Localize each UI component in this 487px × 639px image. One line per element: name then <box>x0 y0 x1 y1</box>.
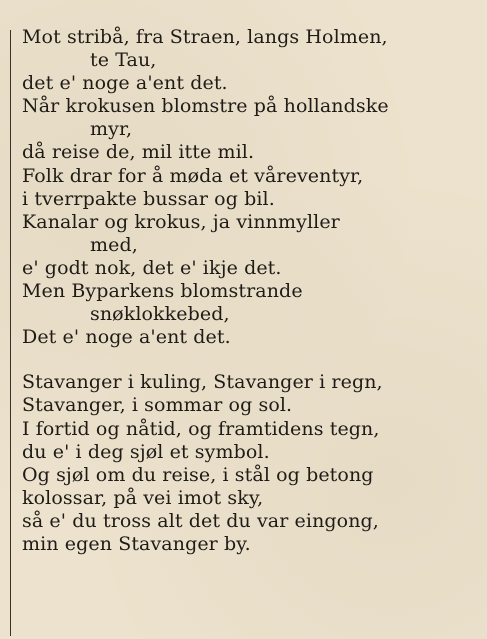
poem-line: Stavanger i kuling, Stavanger i regn, <box>22 371 383 394</box>
poem-line: Folk drar for å møda et våreventyr, <box>22 164 364 187</box>
poem-line: med, <box>90 233 138 256</box>
poem-line: kolossar, på vei imot sky, <box>22 486 264 509</box>
stanza-2 <box>22 371 487 556</box>
poem-line: myr, <box>90 118 133 141</box>
stanza-1 <box>22 26 487 349</box>
poem-line: Kanalar og krokus, ja vinnmyller <box>22 210 340 233</box>
poem-line: I fortid og nåtid, og framtidens tegn, <box>22 417 380 440</box>
poem-line: Stavanger, i sommar og sol. <box>22 394 293 417</box>
poem-line: så e' du tross alt det du var eingong, <box>22 509 379 532</box>
poem-line: e' godt nok, det e' ikje det. <box>22 256 282 279</box>
poem-line: det e' noge a'ent det. <box>22 72 228 95</box>
poem-text <box>22 26 487 556</box>
poem-line: Og sjøl om du reise, i stål og betong <box>22 463 374 486</box>
poem-line: min egen Stavanger by. <box>22 532 251 555</box>
poem-line: du e' i deg sjøl et symbol. <box>22 440 270 463</box>
poem-line: snøklokkebed, <box>90 303 230 326</box>
column-rule <box>10 30 11 636</box>
cut-off-text-fragment <box>18 0 487 3</box>
poem-line: Det e' noge a'ent det. <box>22 326 231 349</box>
poem-line: Når krokusen blomstre på hollandske <box>22 95 389 118</box>
poem-line: Mot stribå, fra Straen, langs Holmen, <box>22 26 388 48</box>
stanza-gap <box>22 349 487 371</box>
poem-line: Men Byparkens blomstrande <box>22 280 303 303</box>
poem-line: då reise de, mil itte mil. <box>22 141 255 164</box>
poem-line: i tverrpakte bussar og bil. <box>22 187 275 210</box>
poem-line: te Tau, <box>90 49 157 72</box>
